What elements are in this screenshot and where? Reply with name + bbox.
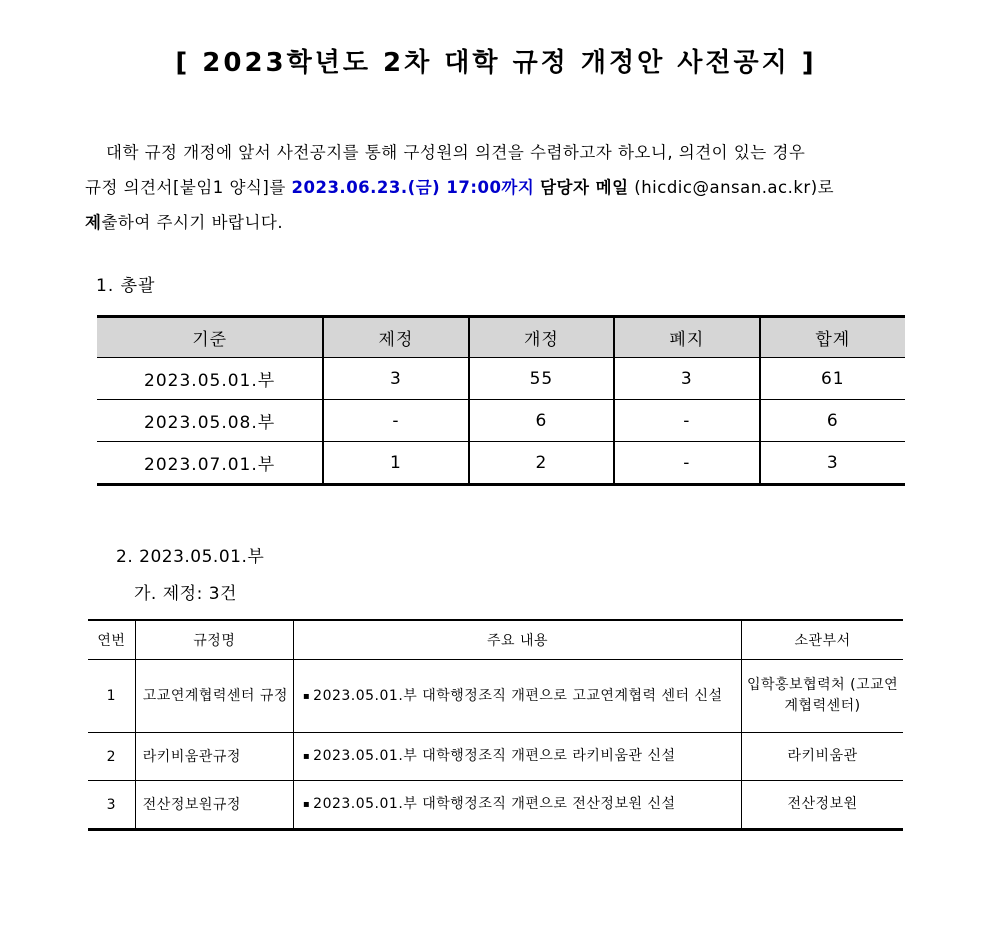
cell-basis: 2023.05.08.부 [97,400,323,442]
table-row [97,358,905,400]
content-text: 2023.05.01.부 대학행정조직 개편으로 라키비움관 신설 [313,748,676,764]
notice-line-3 [85,205,913,240]
notice-text: 출하여 주시기 바랍니다. [101,213,284,232]
cell-abolished: - [614,442,759,485]
cell-revised: 55 [469,358,614,400]
enactment-table-header-row [88,620,903,660]
cell-total: 3 [760,442,905,485]
summary-table-header-row [97,317,905,358]
table-row [88,660,903,733]
section-1-heading: 1. 총괄 [96,276,156,296]
notice-text-bold: 제 [85,213,102,232]
deadline-text: 2023.06.23.(금) 17:00까지 [291,178,535,197]
cell-revised: 6 [469,400,614,442]
column-header: 기준 [97,317,323,358]
cell-regulation-name: 고교연계협력센터 규정 [135,660,293,733]
column-header: 규정명 [135,620,293,660]
cell-number: 3 [88,781,135,830]
column-header: 주요 내용 [293,620,741,660]
cell-enacted: 1 [323,442,468,485]
column-header: 연번 [97,633,126,649]
email-text: (hicdic@ansan.ac.kr)로 [628,178,835,197]
cell-total: 61 [760,358,905,400]
table-row [88,781,903,830]
cell-main-content [293,733,741,781]
cell-basis: 2023.05.01.부 [97,358,323,400]
page-title: [ 2023학년도 2차 대학 규정 개정안 사전공지 ] [175,48,817,78]
cell-abolished: 3 [614,358,759,400]
column-header: 폐지 [614,317,759,358]
cell-enacted: - [323,400,468,442]
cell-department: 전산정보원 [742,781,903,830]
cell-basis: 2023.07.01.부 [97,442,323,485]
content-text: 2023.05.01.부 대학행정조직 개편으로 고교연계협력 센터 신설 [313,687,723,704]
cell-abolished: - [614,400,759,442]
notice-text: 대학 규정 개정에 앞서 사전공지를 통해 구성원의 의견을 수렴하고자 하오니, 의견이 있는 경우 [106,143,806,162]
content-text: 2023.05.01.부 대학행정조직 개편으로 전산정보원 신설 [313,796,676,812]
square-bullet-icon: ▪ [302,751,311,762]
notice-text: 규정 의견서[붙임1 양식]를 [85,178,292,197]
cell-department: 라키비움관 [742,733,903,781]
square-bullet-icon: ▪ [302,799,311,810]
square-bullet-icon: ▪ [302,690,311,702]
contact-label: 담당자 메일 [540,178,629,197]
section-2-heading: 2. 2023.05.01.부 [116,547,265,567]
cell-regulation-name: 전산정보원규정 [135,781,293,830]
notice-line-1 [85,135,913,170]
cell-number: 2 [88,733,135,781]
section-2-subheading: 가. 제정: 3건 [134,584,237,604]
column-header: 합계 [760,317,905,358]
cell-number: 1 [88,660,135,733]
cell-revised: 2 [469,442,614,485]
cell-total: 6 [760,400,905,442]
notice-line-2 [85,170,913,205]
column-header: 소관부서 [742,620,903,660]
cell-regulation-name: 라키비움관규정 [135,733,293,781]
table-row [97,400,905,442]
column-header: 제정 [323,317,468,358]
notice-paragraph [85,135,913,240]
cell-department: 입학홍보협력처 (고교연계협력센터) [742,660,903,733]
cell-main-content [293,781,741,830]
cell-enacted: 3 [323,358,468,400]
cell-main-content [293,660,741,733]
table-row [88,733,903,781]
column-header: 개정 [469,317,614,358]
table-row [97,442,905,485]
enactment-table [88,619,903,831]
summary-table [97,315,905,486]
